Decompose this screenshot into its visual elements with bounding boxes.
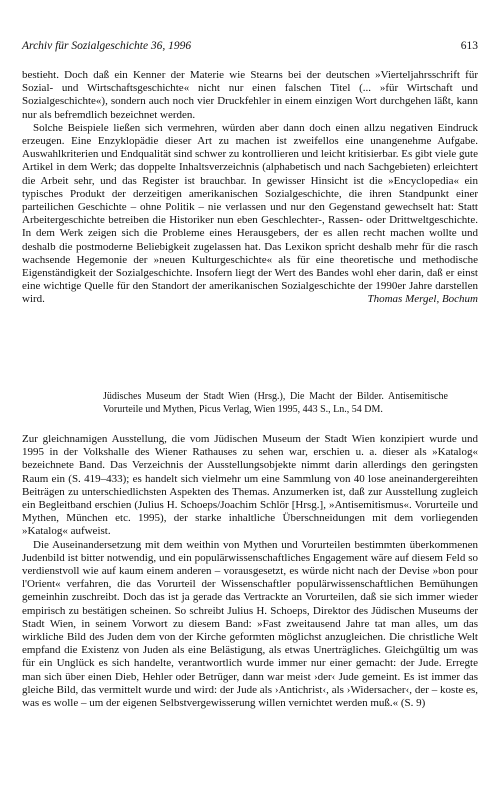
review-body [22,433,478,710]
bibliographic-entry: Jüdisches Museum der Stadt Wien (Hrsg.), Die Macht der Bilder. Antisemitische Vorurteile und Mythen, Picus Verlag, Wien 1995, 443 S., Ln., 54 DM. [103,391,448,415]
review-continuation [22,69,478,307]
page-number: 613 [460,40,478,52]
journal-title: Archiv für Sozialgeschichte 36, 1996 [22,40,192,52]
body-paragraph: Die Auseinandersetzung mit dem weithin von Mythen und Vorurteilen bestimmten überkommenen Judenbild ist bitter notwendig, und ein populärwissenschaftliches Engagement wäre auf diesem Feld so verdienstvoll wie auf kaum einem anderen – vorausgesetzt, es würde nicht nach der Devise »bon pour l'Orient« verfahren, die das Vorurteil der Wissenschaftler populärwissenschaftlichen Bemühungen gemeinhin zuschreibt. Doch das ist ja gerade das Vertrackte an Vorurteilen, daß sie sich immer wieder empirisch zu bestätigen scheinen. So schreibt Julius H. Schoeps, Direktor des Jüdischen Museums der Stadt Wien, in seinem Vorwort zu diesem Band: »Fast zweitausend Jahre tat man alles, um das wirkliche Bild des Juden dem von der Kirche geformten möglichst anzugleichen. Die christliche Welt empfand die Existenz von Juden als eine Belästigung, als etwas Unerträgliches. Gleichgültig um was für ein Unglück es sich handelte, verantwortlich wurde immer nur einer gemacht: der Jude. Erregte man sich über einen Dieb, Hehler oder Betrüger, dann war meist ›der‹ Jude gemeint. Es ist immer das gleiche Bild, das vermittelt wurde und wird: der Jude als ›Antichrist‹, als ›Widersacher‹, der – koste es, was es wolle – um der eigenen Selbstvergewisserung willen vernichtet werden muß.« (S. 9) [22,538,478,710]
body-paragraph: bestieht. Doch daß ein Kenner der Materie wie Stearns bei der deutschen »Vierteljahrsschrift für Sozial- und Wirtschaftsgeschichte« nicht nur einen falschen Titel (... »für Wirtschaft und Sozialgeschichte«), sondern auch noch vier Druckfehler in einem einzigen Wort durchgehen läßt, kann nur als befremdlich bezeichnet werden. [22,69,478,121]
body-paragraph: Solche Beispiele ließen sich vermehren, würden aber dann doch einen allzu negativen Eindruck erzeugen. Eine Enzyklopädie dieser Art zu machen ist zweifellos eine unangenehme Aufgabe. Auswahlkriterien und Endqualität sind schwer zu kontrollieren und leicht kritisierbar. Es gibt viele gute Artikel in dem Werk; das doppelte Inhaltsverzeichnis (alphabetisch und nach Sachgebieten) erleichtert die Arbeit sehr, und das Register ist brauchbar. In gewisser Hinsicht ist die »Encyclopedia« ein typisches Produkt der derzeitigen amerikanischen Sozialgeschichte, die ihren Standpunkt einer parteilichen Geschichte – ohne Politik – nie verlassen und nur den Gegenstand gewechselt hat: Statt Arbeitergeschichte betreiben die Historiker nun eben Geschlechter-, Rassen- oder Drittweltgeschichte. In dem Werk zeigen sich die Probleme eines Herausgebers, der es allen recht machen wollte und deshalb die postmoderne Beliebigkeit zugelassen hat. Das Lexikon spricht deshalb mehr für die rasch wachsende Hegemonie der »neuen Kulturgeschichte« als für eine theoretische und methodische Eigenständigkeit der Sozialgeschichte. Insofern liegt der Wert des Bandes wohl eher darin, daß er einst eine wichtige Quelle für den Standort der amerikanischen Sozialgeschichte der 1990er Jahre darstellen wird. [22,121,478,306]
body-paragraph: Zur gleichnamigen Ausstellung, die vom Jüdischen Museum der Stadt Wien konzipiert wurde und 1995 in der Volkshalle des Wiener Rathauses zu sehen war, erschien u. a. dieser als »Katalog« bezeichnete Band. Das Verzeichnis der Ausstellungsobjekte nimmt darin allerdings den geringsten Raum ein (S. 419–433); es handelt sich vielmehr um eine Sammlung von 40 lose aneinandergereihten Beiträgen zu unterschiedlichsten Aspekten des Themas. Anzumerken ist, daß zur Ausstellung zugleich ein Begleitband erschien (Julius H. Schoeps/Joachim Schlör [Hrsg.], »Antisemitismus«. Vorurteile und Mythen, München etc. 1995), der starke inhaltliche Überschneidungen mit dem vorliegenden »Katalog« aufweist. [22,433,478,538]
reviewer-signature: Thomas Mergel, Bochum [367,293,478,306]
running-header [22,38,478,54]
